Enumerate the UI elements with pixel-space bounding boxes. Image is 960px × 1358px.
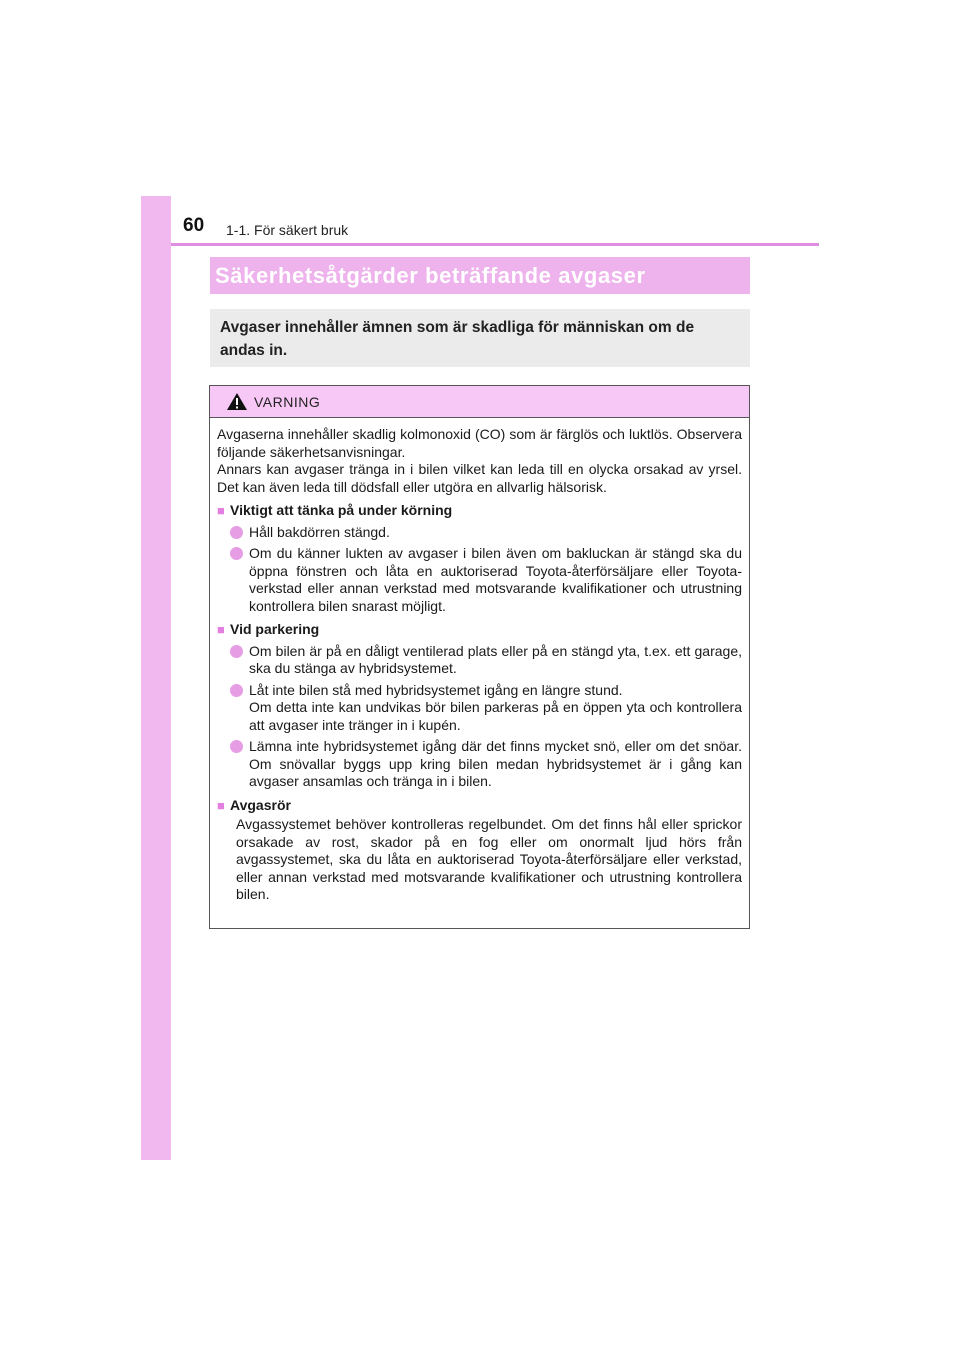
section-heading-parking: ■ Vid parkering bbox=[217, 621, 320, 637]
list-item: Om du känner lukten av avgaser i bilen även om bakluckan är stängd ska du öppna fönstren och låta en auktoriserad Toyota-återförsäljare eller Toyota-verkstad eller annan verkstad med motsvarande kvalifikationer och utrustning kontrollera bilen snarast möjligt. bbox=[217, 545, 742, 615]
section-header: 1-1. För säkert bruk bbox=[226, 222, 349, 238]
list-item: Om bilen är på en dåligt ventilerad plats eller på en stängd yta, t.ex. ett garage, ska du stänga av hybridsystemet. bbox=[217, 643, 742, 678]
warning-intro-1: Avgaserna innehåller skadlig kolmonoxid (CO) som är färglös och luktlös. Observera följande säkerhetsanvisningar. bbox=[217, 426, 742, 460]
circle-bullet-icon bbox=[230, 645, 243, 658]
square-bullet-icon: ■ bbox=[217, 797, 225, 813]
bullet-continuation: Om detta inte kan undvikas bör bilen parkeras på en öppen yta och kontrollera att avgaser inte tränger in i kupén. bbox=[249, 699, 742, 733]
warning-triangle-icon bbox=[226, 392, 248, 411]
side-tab-bar bbox=[141, 196, 171, 1160]
circle-bullet-icon bbox=[230, 526, 243, 539]
intro-summary: Avgaser innehåller ämnen som är skadliga för människan om de andas in. bbox=[210, 309, 750, 367]
circle-bullet-icon bbox=[230, 547, 243, 560]
square-bullet-icon: ■ bbox=[217, 622, 225, 637]
section-heading-driving: ■ Viktigt att tänka på under körning bbox=[217, 502, 453, 518]
circle-bullet-icon bbox=[230, 684, 243, 697]
page-number: 60 bbox=[183, 215, 205, 236]
warning-header bbox=[210, 386, 749, 418]
warning-label: VARNING bbox=[254, 393, 321, 410]
exhaust-text: Avgassystemet behöver kontrolleras regelbundet. Om det finns hål eller sprickor orsakade av rost, skador på en fog eller om onormalt ljud hörs från avgassystemet, ska du låta en auktoriserad Toyota-återförsäljare eller verkstad, eller annan verkstad med motsvarande kvalifikationer och utrustning kontrollera bilen. bbox=[236, 816, 742, 902]
header-divider bbox=[171, 243, 819, 246]
list-item: Lämna inte hybridsystemet igång där det finns mycket snö, eller om det snöar. Om snövallar byggs upp kring bilen medan hybridsystemet är i gång kan avgaser ansamlas och tränga in i bilen. bbox=[217, 738, 742, 791]
list-item: Håll bakdörren stängd. bbox=[217, 524, 742, 542]
page-title: Säkerhetsåtgärder beträffande avgaser bbox=[210, 257, 750, 294]
section-heading-exhaust: ■ Avgasrör bbox=[217, 796, 291, 813]
warning-body bbox=[210, 418, 749, 904]
warning-intro-2: Annars kan avgaser tränga in i bilen vilket kan leda till en olycka orsakad av yrsel. Det kan även leda till dödsfall eller utgöra en allvarlig hälsorisk. bbox=[217, 461, 742, 495]
warning-box bbox=[209, 385, 750, 929]
list-item bbox=[217, 682, 742, 735]
bullet-line: Låt inte bilen stå med hybridsystemet igång en längre stund. bbox=[249, 681, 623, 698]
circle-bullet-icon bbox=[230, 740, 243, 753]
square-bullet-icon: ■ bbox=[217, 503, 225, 518]
